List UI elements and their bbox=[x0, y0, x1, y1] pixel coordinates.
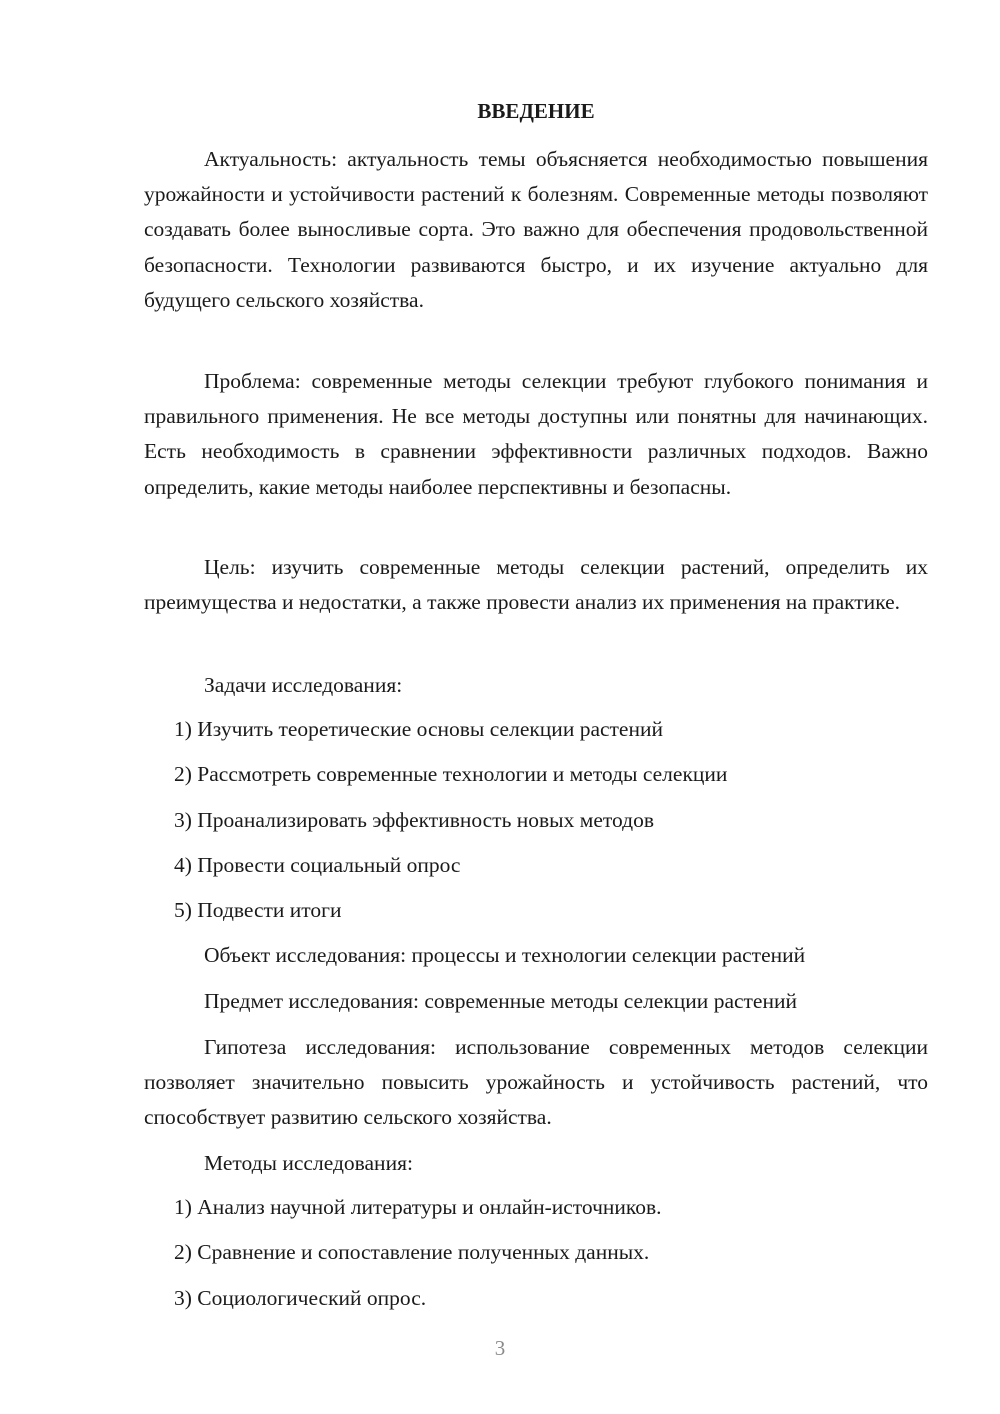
research-subject: Предмет исследования: современные методы селекции растений bbox=[204, 989, 797, 1013]
research-object: Объект исследования: процессы и технологии селекции растений bbox=[204, 943, 806, 967]
method-item: 2) Сравнение и сопоставление полученных данных. bbox=[174, 1240, 650, 1264]
task-item: 3) Проанализировать эффективность новых методов bbox=[174, 808, 654, 832]
tasks-heading: Задачи исследования: bbox=[204, 673, 403, 697]
hypothesis-paragraph: Гипотеза исследования: использование современных методов селекции позволяет значительно повысить урожайность и устойчивость растений, что способствует развитию сельского хозяйства. bbox=[144, 1035, 928, 1130]
task-item: 5) Подвести итоги bbox=[174, 898, 342, 922]
method-item: 1) Анализ научной литературы и онлайн-источников. bbox=[174, 1195, 662, 1219]
task-item: 1) Изучить теоретические основы селекции растений bbox=[174, 717, 663, 741]
page-number: 3 bbox=[494, 1336, 506, 1360]
task-item: 4) Провести социальный опрос bbox=[174, 853, 461, 877]
page-title: ВВЕДЕНИЕ bbox=[477, 99, 595, 123]
method-item: 3) Социологический опрос. bbox=[174, 1286, 427, 1310]
methods-heading: Методы исследования: bbox=[204, 1151, 413, 1175]
goal-paragraph: Цель: изучить современные методы селекции растений, определить их преимущества и недостатки, а также провести анализ их применения на практике. bbox=[144, 555, 928, 615]
relevance-paragraph: Актуальность: актуальность темы объясняется необходимостью повышения урожайности и устойчивости растений к болезням. Современные методы позволяют создавать более выносливые сорта. Это важно для обеспечения продовольственной безопасности. Технологии развиваются быстро, и их изучение актуально для будущего сельского хозяйства. bbox=[144, 147, 928, 312]
task-item: 2) Рассмотреть современные технологии и методы селекции bbox=[174, 762, 728, 786]
problem-paragraph: Проблема: современные методы селекции требуют глубокого понимания и правильного применения. Не все методы доступны или понятны для начинающих. Есть необходимость в сравнении эффективности различных подходов. Важно определить, какие методы наиболее перспективны и безопасны. bbox=[144, 369, 928, 499]
